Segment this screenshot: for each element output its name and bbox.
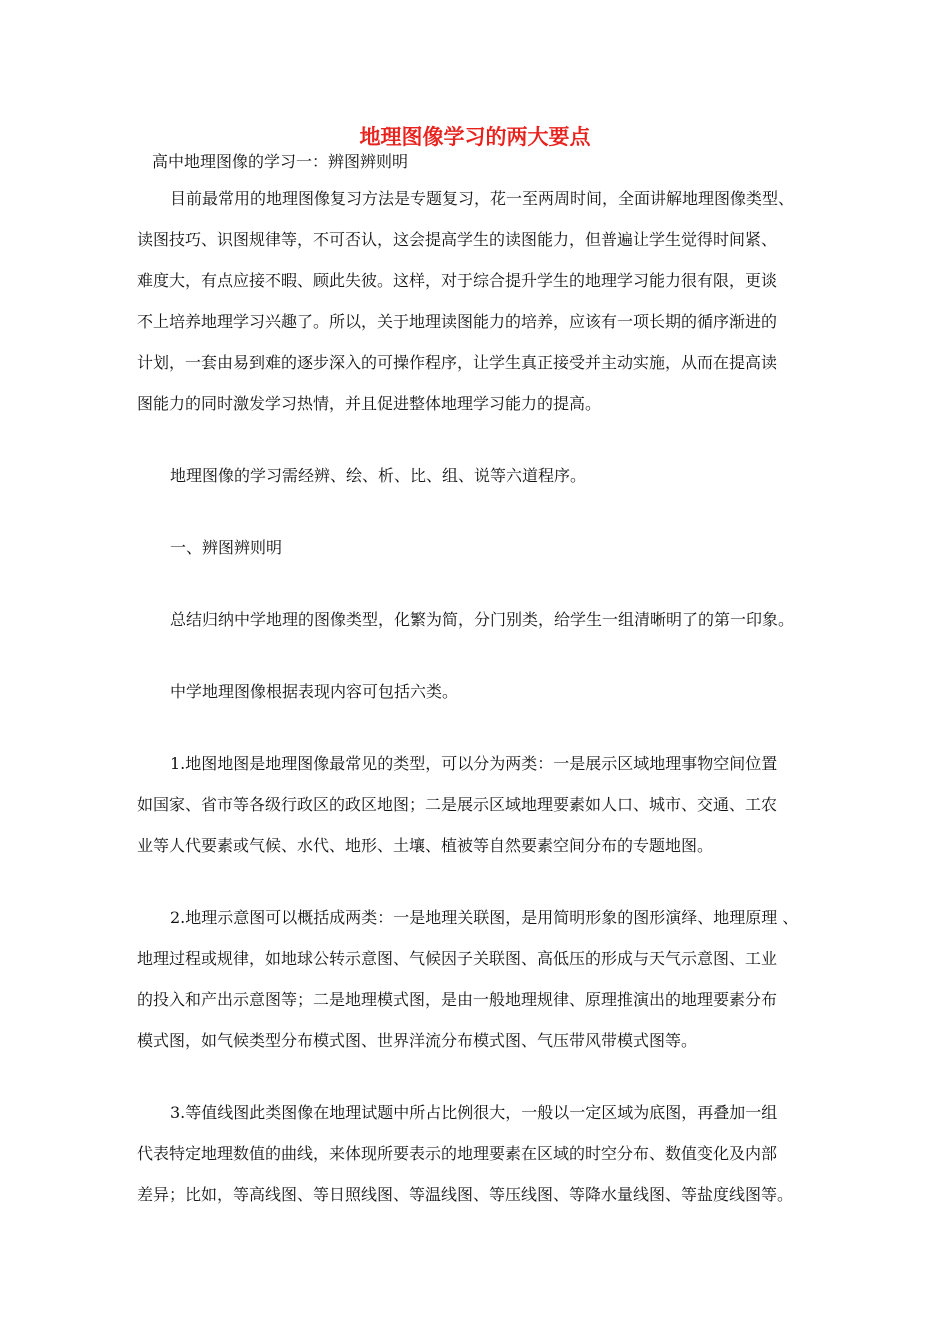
item1-line: 如国家、省市等各级行政区的政区地图；二是展示区域地理要素如人口、城市、交通、工农 bbox=[137, 795, 778, 814]
document-title: 地理图像学习的两大要点 bbox=[359, 125, 591, 149]
item2-line: 的投入和产出示意图等；二是地理模式图，是由一般地理规律、原理推演出的地理要素分布 bbox=[137, 990, 778, 1009]
item1-line: 1.地图地图是地理图像最常见的类型，可以分为两类：一是展示区域地理事物空间位置 bbox=[170, 754, 778, 773]
subtitle: 高中地理图像的学习一：辨图辨则明 bbox=[152, 152, 409, 171]
intro-line: 计划，一套由易到难的逐步深入的可操作程序，让学生真正接受并主动实施，从而在提高读 bbox=[137, 353, 778, 372]
item2-line: 地理过程或规律，如地球公转示意图、气候因子关联图、高低压的形成与天气示意图、工业 bbox=[137, 949, 778, 968]
intro-line: 图能力的同时激发学习热情，并且促进整体地理学习能力的提高。 bbox=[137, 394, 602, 413]
item3-line: 差异；比如，等高线图、等日照线图、等温线图、等压线图、等降水量线图、等盐度线图等。 bbox=[137, 1185, 794, 1204]
intro-line: 读图技巧、识图规律等，不可否认，这会提高学生的读图能力，但普遍让学生觉得时间紧、 bbox=[137, 230, 778, 249]
intro-line: 不上培养地理学习兴趣了。所以，关于地理读图能力的培养，应该有一项长期的循序渐进的 bbox=[137, 312, 778, 331]
item3-line: 代表特定地理数值的曲线，来体现所要表示的地理要素在区域的时空分布、数值变化及内部 bbox=[137, 1144, 778, 1163]
summary-paragraph: 总结归纳中学地理的图像类型，化繁为简，分门别类，给学生一组清晰明了的第一印象。 bbox=[170, 610, 795, 629]
six-types-paragraph: 中学地理图像根据表现内容可包括六类。 bbox=[170, 682, 459, 701]
section-heading: 一、辨图辨则明 bbox=[170, 538, 283, 557]
item3-line: 3.等值线图此类图像在地理试题中所占比例很大，一般以一定区域为底图，再叠加一组 bbox=[170, 1103, 778, 1122]
item1-line: 业等人代要素或气候、水代、地形、土壤、植被等自然要素空间分布的专题地图。 bbox=[137, 836, 714, 855]
procedures-paragraph: 地理图像的学习需经辨、绘、析、比、组、说等六道程序。 bbox=[170, 466, 587, 485]
intro-line: 难度大，有点应接不暇、顾此失彼。这样，对于综合提升学生的地理学习能力很有限，更谈 bbox=[137, 271, 778, 290]
item2-line: 模式图，如气候类型分布模式图、世界洋流分布模式图、气压带风带模式图等。 bbox=[137, 1031, 698, 1050]
item2-line: 2.地理示意图可以概括成两类：一是地理关联图，是用简明形象的图形演绎、地理原理 、 bbox=[170, 908, 799, 927]
intro-line: 目前最常用的地理图像复习方法是专题复习，花一至两周时间，全面讲解地理图像类型、 bbox=[170, 189, 795, 208]
